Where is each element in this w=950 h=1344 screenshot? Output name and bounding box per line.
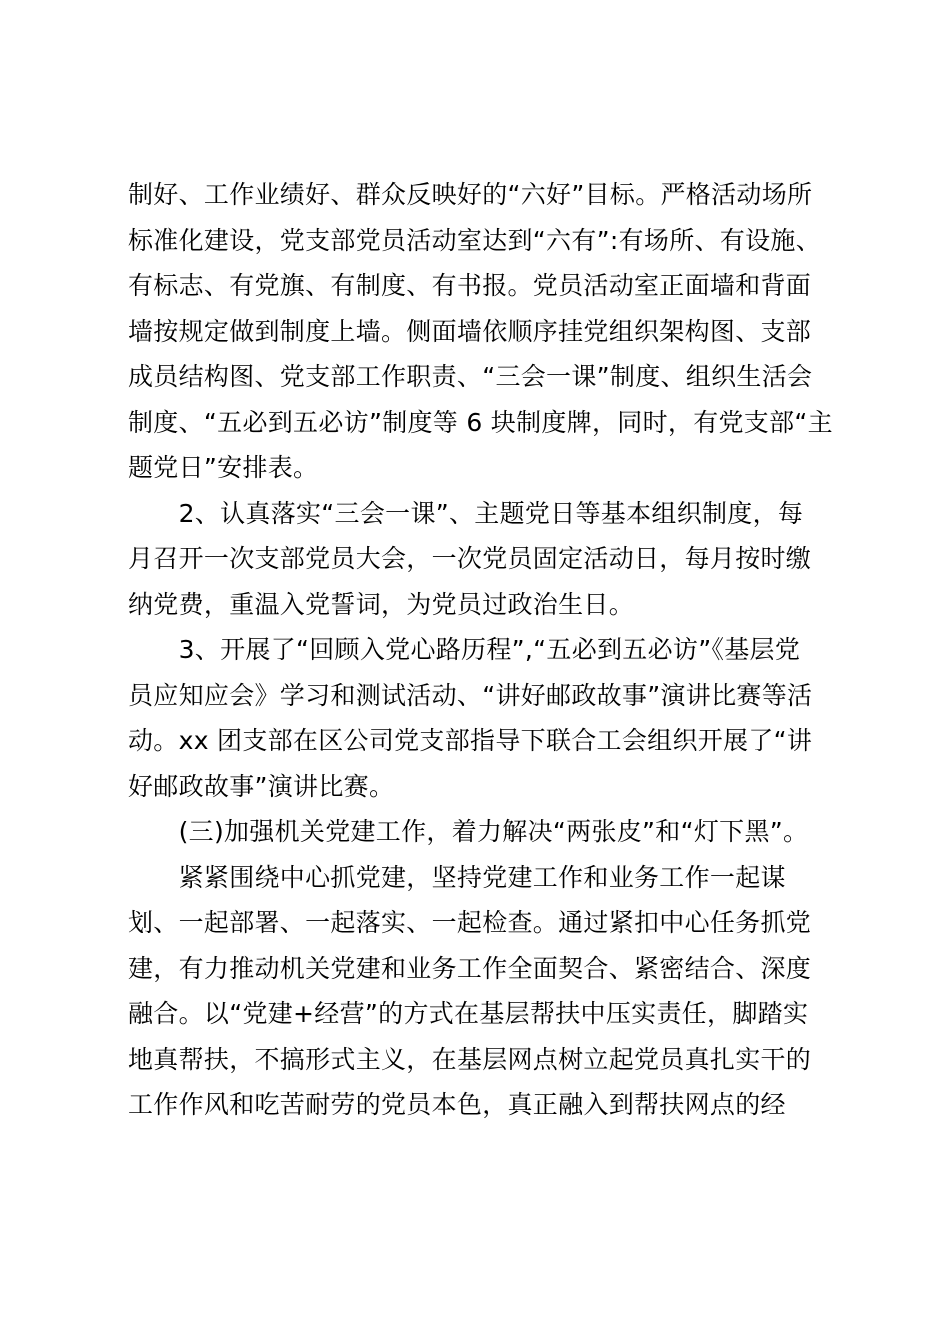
text-line: 制好、工作业绩好、群众反映好的“六好”目标。严格活动场所 (128, 180, 813, 209)
text-line: 划、一起部署、一起落实、一起检查。通过紧扣中心任务抓党 (128, 908, 812, 937)
text-line: 制度、“五必到五必访”制度等 6 块制度牌，同时，有党支部“主 (128, 407, 833, 437)
text-line: 融合。以“党建+经营”的方式在基层帮扶中压实责任，脚踏实 (128, 999, 809, 1028)
text-line: 2、认真落实“三会一课”、主题党日等基本组织制度，每 (128, 498, 804, 528)
text-line: 员应知应会》学习和测试活动、“讲好邮政故事”演讲比赛等活 (128, 680, 813, 710)
text-line: 纳党费，重温入党誓词，为党员过政治生日。 (128, 589, 635, 619)
text-line: 有标志、有党旗、有制度、有书报。党员活动室正面墙和背面 (128, 271, 812, 300)
body-text (128, 172, 838, 1128)
text-line: 标准化建设，党支部党员活动室达到“六有”:有场所、有设施、 (128, 225, 822, 255)
text-line: (三)加强机关党建工作，着力解决“两张皮”和“灯下黑”。 (128, 817, 809, 846)
text-line: 题党日”安排表。 (128, 453, 319, 482)
text-line: 动。xx 团支部在区公司党支部指导下联合工会组织开展了“讲 (128, 726, 813, 755)
text-line: 3、开展了“回顾入党心路历程”,“五必到五必访”《基层党 (128, 635, 801, 664)
text-line: 地真帮扶，不搞形式主义，在基层网点树立起党员真扎实干的 (128, 1044, 812, 1074)
text-line: 月召开一次支部党员大会，一次党员固定活动日，每月按时缴 (128, 544, 812, 573)
text-line: 好邮政故事”演讲比赛。 (128, 771, 395, 801)
text-line: 工作作风和吃苦耐劳的党员本色，真正融入到帮扶网点的经 (128, 1090, 786, 1119)
text-line: 成员结构图、党支部工作职责、“三会一课”制度、组织生活会 (128, 362, 813, 391)
text-line: 建，有力推动机关党建和业务工作全面契合、紧密结合、深度 (128, 953, 812, 983)
text-line: 紧紧围绕中心抓党建，坚持党建工作和业务工作一起谋 (128, 862, 786, 892)
text-line: 墙按规定做到制度上墙。侧面墙依顺序挂党组织架构图、支部 (128, 316, 812, 346)
